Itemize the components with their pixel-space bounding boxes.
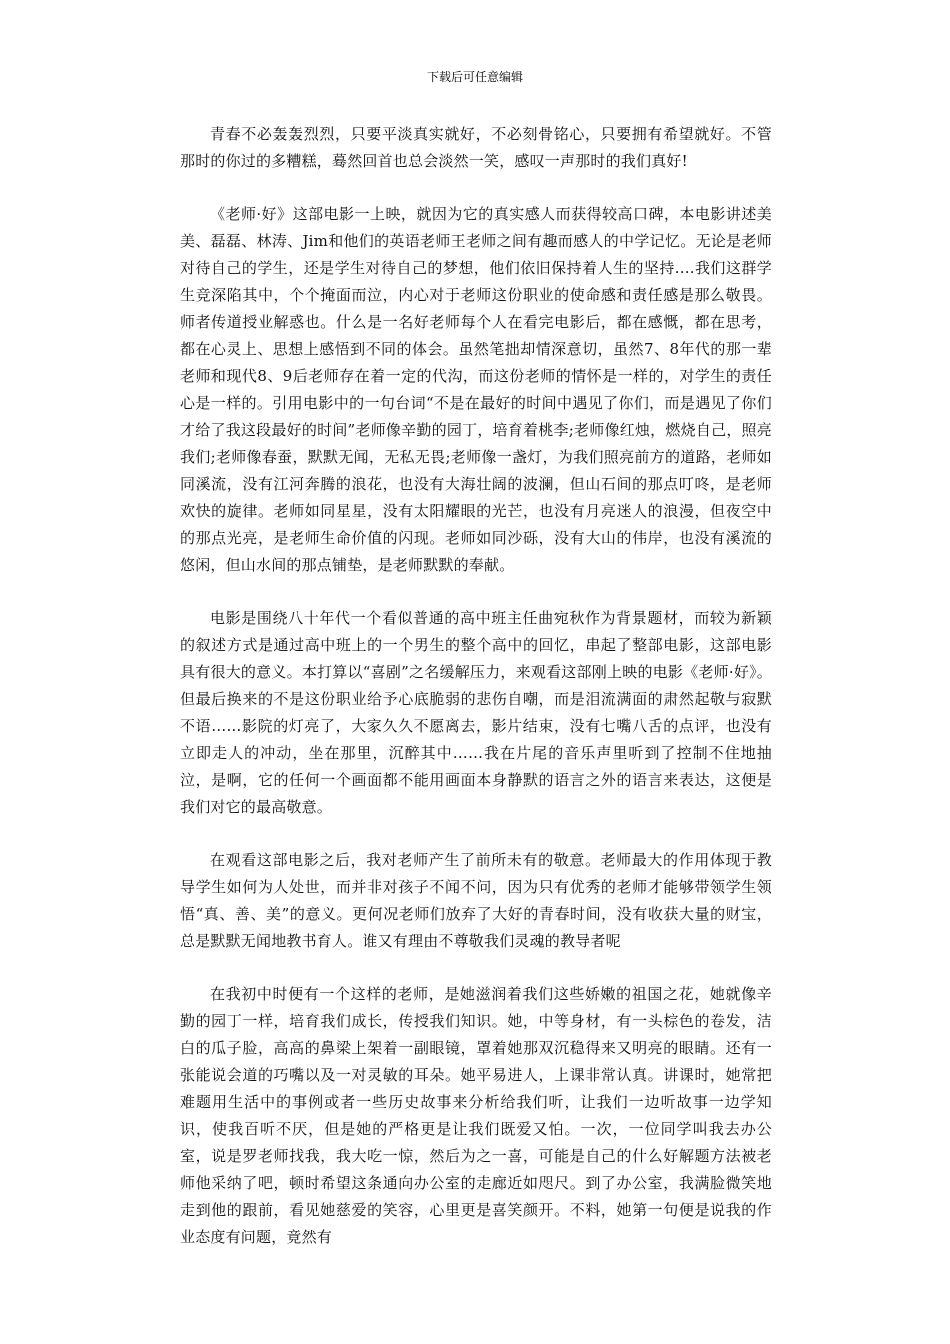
- paragraph-5: 在我初中时便有一个这样的老师，是她滋润着我们这些娇嫩的祖国之花，她就像辛勤的园丁一样，培育我们成长，传授我们知识。她，中等身材，有一头棕色的卷发，洁白的瓜子脸，高高的鼻梁上架着一副眼镜，罩着她那双沉稳得来又明亮的眼睛。还有一张能说会道的巧嘴以及一对灵敏的耳朵。她平易进人，上课非常认真。讲课时，她常把难题用生活中的事例或者一些历史故事来分析给我们听，让我们一边听故事一边学知识，使我百听不厌，但是她的严格更是让我们既爱又怕。一次，一位同学叫我去办公室，说是罗老师找我，我大吃一惊，然后为之一喜，可能是自己的什么好解题方法被老师他采纳了吧，顿时希望这条通向办公室的走廊近如咫尺。到了办公室，我满脸微笑地走到他的跟前，看见她慈爱的笑容，心里更是喜笑颜开。不料，她第一句便是说我的作业态度有问题，竟然有: [180, 985, 772, 1246]
- paragraph-3: 电影是围绕八十年代一个看似普通的高中班主任曲宛秋作为背景题材，而较为新颖的叙述方式是通过高中班上的一个男生的整个高中的回忆，串起了整部电影，这部电影具有很大的意义。本打算以“喜剧”之名缓解压力，来观看这部刚上映的电影《老师·好》。但最后换来的不是这份职业给予心底脆弱的悲伤自嘲，而是泪流满面的肃然起敬与寂默不语……影院的灯亮了，大家久久不愿离去，影片结束，没有七嘴八舌的点评，也没有立即走人的冲动，坐在那里，沉醉其中……我在片尾的音乐声里听到了控制不住地抽泣，是啊，它的任何一个画面都不能用画面本身静默的语言之外的语言来表达，这便是我们对它的最高敬意。: [180, 609, 772, 816]
- paragraph-4: 在观看这部电影之后，我对老师产生了前所未有的敬意。老师最大的作用体现于教导学生如何为人处世，而并非对孩子不闻不问，因为只有优秀的老师才能够带领学生领悟“真、善、美”的意义。更何况老师们放弃了大好的青春时间，没有收获大量的财宝，总是默默无闻地教书育人。谁又有理由不尊敬我们灵魂的教导者呢: [180, 851, 772, 950]
- paragraph-2: 《老师·好》这部电影一上映，就因为它的真实感人而获得较高口碑，本电影讲述美美、磊磊、林涛、Jim和他们的英语老师王老师之间有趣而感人的中学记忆。无论是老师对待自己的学生，还是学生对待自己的梦想，他们依旧保持着人生的坚持....我们这群学生竞深陷其中，个个掩面而泣，内心对于老师这份职业的使命感和责任感是那么敬畏。师者传道授业解惑也。什么是一名好老师每个人在看完电影后，都在感慨，都在思考，都在心灵上、思想上感悟到不同的体会。虽然笔拙却情深意切，虽然7、8年代的那一辈老师和现代8、9后老师存在着一定的代沟，而这份老师的情怀是一样的，对学生的责任心是一样的。引用电影中的一句台词“不是在最好的时间中遇见了你们，而是遇见了你们才给了我这段最好的时间”老师像辛勤的园丁，培育着桃李;老师像红烛，燃烧自己，照亮我们;老师像春蚕，默默无闻，无私无畏;老师像一盏灯，为我们照亮前方的道路，老师如同溪流，没有江河奔腾的浪花，也没有大海壮阔的波澜，但山石间的那点叮咚，是老师欢快的旋律。老师如同星星，没有太阳耀眼的光芒，也没有月亮迷人的浪漫，但夜空中的那点光亮，是老师生命价值的闪现。老师如同沙砾，没有大山的伟岸，也没有溪流的悠闲，但山水间的那点铺垫，是老师默默的奉献。: [180, 205, 772, 574]
- paragraph-1: 青春不必轰轰烈烈，只要平淡真实就好，不必刻骨铭心，只要拥有希望就好。不管那时的你过的多糟糕，蓦然回首也总会淡然一笑，感叹一声那时的我们真好!: [180, 125, 772, 170]
- header-note: 下载后可任意编辑: [426, 70, 523, 84]
- document-body: [180, 121, 772, 1277]
